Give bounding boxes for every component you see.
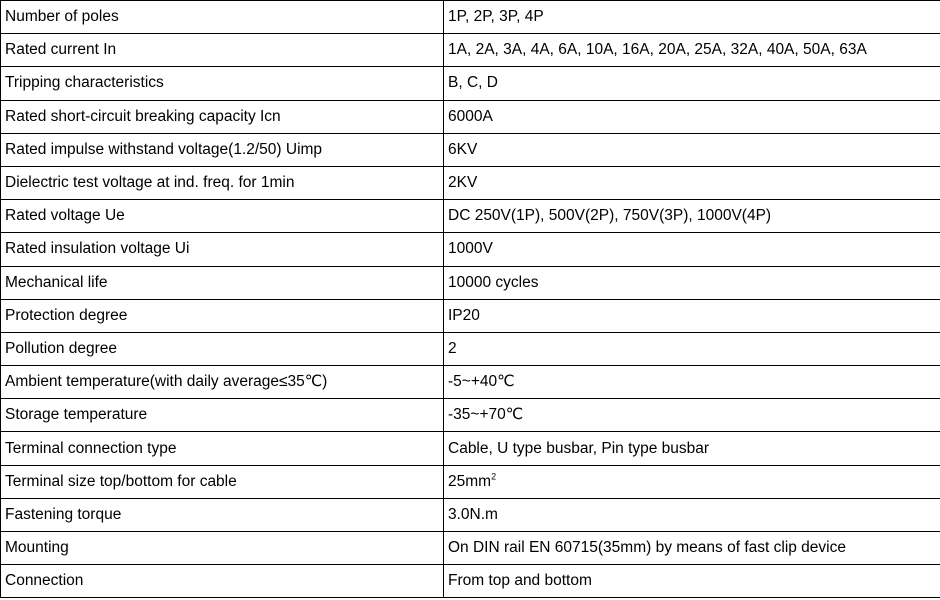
parameter-cell: Mechanical life	[1, 266, 444, 299]
table-row	[1, 498, 940, 531]
table-row	[1, 532, 940, 565]
table-row	[1, 34, 940, 67]
parameter-cell: Terminal connection type	[1, 432, 444, 465]
value-cell: IP20	[444, 299, 940, 332]
parameter-cell: Rated current In	[1, 34, 444, 67]
table-row	[1, 299, 940, 332]
table-row	[1, 465, 940, 498]
value-cell: From top and bottom	[444, 565, 940, 598]
value-cell: B, C, D	[444, 67, 940, 100]
parameter-cell: Rated voltage Ue	[1, 200, 444, 233]
value-cell: 1000V	[444, 233, 940, 266]
table-row	[1, 166, 940, 199]
parameter-cell: Fastening torque	[1, 498, 444, 531]
parameter-cell: Terminal size top/bottom for cable	[1, 465, 444, 498]
table-row	[1, 100, 940, 133]
parameter-cell: Connection	[1, 565, 444, 598]
parameter-cell: Ambient temperature(with daily average≤35℃)	[1, 366, 444, 399]
parameter-cell: Number of poles	[1, 1, 444, 34]
table-row	[1, 233, 940, 266]
table-row	[1, 133, 940, 166]
value-cell: -5~+40℃	[444, 366, 940, 399]
table-row	[1, 266, 940, 299]
value-cell: On DIN rail EN 60715(35mm) by means of fast clip device	[444, 532, 940, 565]
value-text: 25mm	[448, 472, 492, 490]
parameter-cell: Rated insulation voltage Ui	[1, 233, 444, 266]
parameter-cell: Pollution degree	[1, 332, 444, 365]
value-cell: 3.0N.m	[444, 498, 940, 531]
parameter-cell: Tripping characteristics	[1, 67, 444, 100]
value-cell	[444, 465, 940, 498]
specification-table-body	[1, 1, 940, 598]
value-cell: 2KV	[444, 166, 940, 199]
value-cell: 2	[444, 332, 940, 365]
table-row	[1, 565, 940, 598]
value-cell: 6KV	[444, 133, 940, 166]
table-row	[1, 399, 940, 432]
table-row	[1, 366, 940, 399]
table-row	[1, 200, 940, 233]
value-cell: 1P, 2P, 3P, 4P	[444, 1, 940, 34]
value-cell: 10000 cycles	[444, 266, 940, 299]
value-cell: DC 250V(1P), 500V(2P), 750V(3P), 1000V(4P)	[444, 200, 940, 233]
parameter-cell: Mounting	[1, 532, 444, 565]
value-cell: Cable, U type busbar, Pin type busbar	[444, 432, 940, 465]
parameter-cell: Dielectric test voltage at ind. freq. for 1min	[1, 166, 444, 199]
value-cell: 1A, 2A, 3A, 4A, 6A, 10A, 16A, 20A, 25A, 32A, 40A, 50A, 63A	[444, 34, 940, 67]
parameter-cell: Protection degree	[1, 299, 444, 332]
value-cell: 6000A	[444, 100, 940, 133]
value-cell: -35~+70℃	[444, 399, 940, 432]
table-row	[1, 67, 940, 100]
table-row	[1, 332, 940, 365]
parameter-cell: Rated short-circuit breaking capacity Icn	[1, 100, 444, 133]
parameter-cell: Storage temperature	[1, 399, 444, 432]
table-row	[1, 432, 940, 465]
table-row	[1, 1, 940, 34]
superscript-text: 2	[491, 470, 497, 481]
parameter-cell: Rated impulse withstand voltage(1.2/50) Uimp	[1, 133, 444, 166]
